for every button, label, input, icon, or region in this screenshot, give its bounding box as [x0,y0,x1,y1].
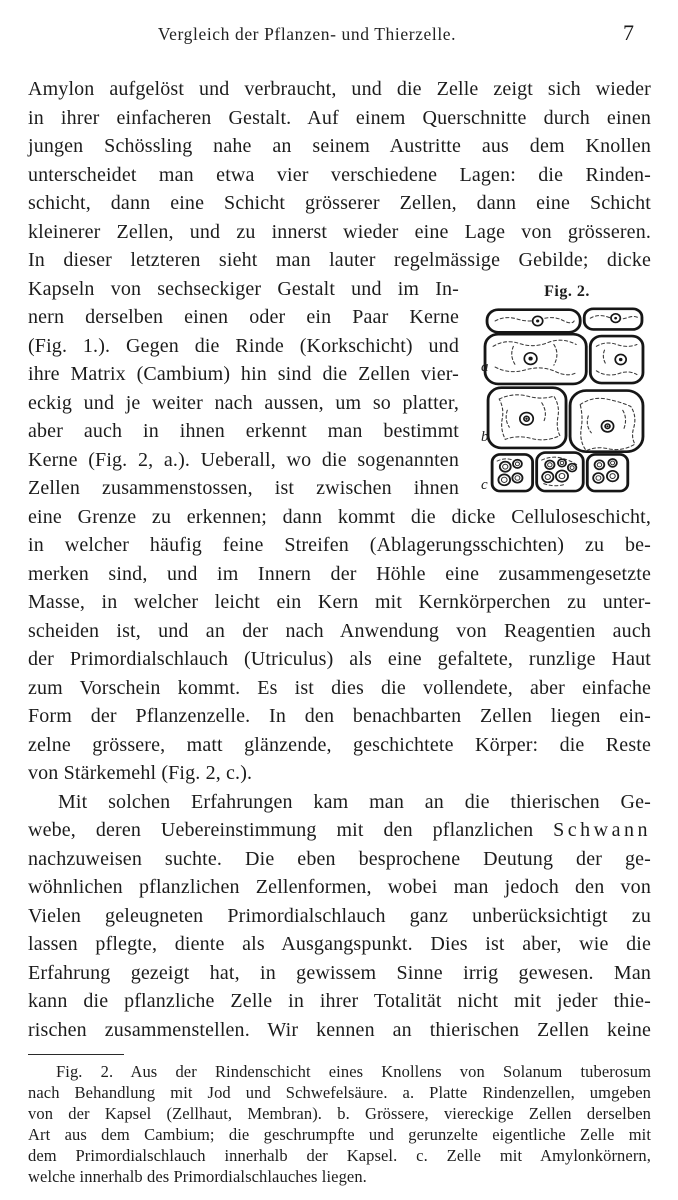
figure-fig2 [469,277,651,503]
page-number: 7 [623,20,634,45]
footnote-line: Art aus dem Cambium; die geschrumpfte und gerunzelte eigentliche Zelle mit [28,1125,651,1144]
text-line: Kerne (Fig. 2, a.). Ueberall, wo die sogenannten [28,448,459,471]
footnote-line: dem Primordialschlauch innerhalb der Kapsel. c. Zelle mit Amylonkörnern, [28,1146,651,1165]
text-line: Mit solchen Erfahrungen kam man an die thierischen Ge- [58,790,651,813]
text-line: kann die pflanzliche Zelle in ihrer Totalität nicht mit jeder thie- [28,990,651,1012]
text-line: scheiden ist, und an der nach Anwendung von Reagentien auch [28,619,651,642]
body-text [28,75,651,1044]
text-line: aber auch in ihnen erkennt man bestimmt [28,420,459,442]
text-line: kleinerer Zellen, und zu innerst wieder eine Lage von grösseren. [28,220,651,243]
cell-diagram-icon [483,305,645,493]
text-line: zum Vorschein kommt. Es ist dies die vollendete, aber einfache [28,676,651,699]
footnote-line: welche innerhalb des Primordialschlauches liegen. [28,1167,367,1186]
text-line: zelne grössere, matt glänzende, geschichtete Körper: die Reste [28,733,651,756]
text-line: unterscheidet man etwa vier verschiedene Lagen: die Rinden- [28,163,651,186]
text-line: Form der Pflanzenzelle. In den benachbarten Zellen liegen ein- [28,705,651,727]
text-line: der Primordialschlauch (Utriculus) als eine gefaltete, runzlige Haut [28,648,651,670]
text-line: wöhnlichen pflanzlichen Zellenformen, wobei man jedoch den von [28,876,651,898]
footnote-line: Fig. 2. Aus der Rindenschicht eines Knollens von Solanum tuberosum [56,1062,651,1081]
text-line: ihre Matrix (Cambium) hin sind die Zellen vier- [28,363,459,385]
text-segment: webe, deren Uebereinstimmung mit den pflanzlichen [28,819,554,841]
text-line: schicht, dann eine Schicht grösserer Zellen, dann eine Schicht [28,192,651,214]
text-line: Zellen zusammenstossen, ist zwischen ihnen [28,477,459,499]
text-line: merken sind, und im Innern der Höhle eine zusammengesetzte [28,562,651,585]
text-line: lassen pflegte, diente als Ausgangspunkt. Dies ist aber, wie die [28,933,651,955]
figure-artwork [483,305,651,502]
figure-label-c: c [481,476,488,493]
text-line: in welcher häufig feine Streifen (Ablagerungsschichten) zu be- [28,534,651,556]
text-line: Vielen geleugneten Primordialschlauch ganz unberücksichtigt zu [28,904,651,927]
running-head [0,0,678,75]
figure-caption: Fig. 2. [544,282,590,300]
figure-label-a: a [481,358,489,375]
footnote-divider [28,1054,124,1055]
text-line: eine Grenze zu erkennen; dann kommt die dicke Celluloseschicht, [28,505,651,528]
emphasized-name-schwann: Schwann [553,819,651,841]
text-line: nern derselben einen oder ein Paar Kerne [28,306,459,328]
text-line: In dieser letzteren sieht man lauter regelmässige Gebilde; dicke [28,249,651,271]
text-line: eckig und je weiter nach aussen, um so platter, [28,391,459,414]
text-line: rischen zusammenstellen. Wir kennen an thierischen Zellen keine [28,1018,651,1041]
text-line: von Stärkemehl (Fig. 2, c.). [28,762,253,784]
footnote-line: von der Kapsel (Zellhaut, Membran). b. Grössere, viereckige Zellen derselben [28,1104,651,1123]
text-line: jungen Schössling nahe an seinem Austritte aus dem Knollen [28,135,651,157]
text-line: Erfahrung gezeigt hat, in gewissem Sinne irrig gewesen. Man [28,961,651,984]
text-line: Amylon aufgelöst und verbraucht, und die Zelle zeigt sich wieder [28,78,651,100]
text-line: Kapseln von sechseckiger Gestalt und im In- [28,277,459,300]
text-line: in ihrer einfacheren Gestalt. Auf einem Querschnitte durch einen [28,106,651,129]
text-line: Masse, in welcher leicht ein Kern mit Kernkörperchen zu unter- [28,591,651,613]
text-line: (Fig. 1.). Gegen die Rinde (Korkschicht) und [28,334,459,357]
figure-label-b: b [481,428,489,445]
text-line: nachzuweisen suchte. Die eben besprochene Deutung der ge- [28,847,651,870]
footnote-line: nach Behandlung mit Jod und Schwefelsäure. a. Platte Rindenzellen, umgeben [28,1083,651,1102]
running-title: Vergleich der Pflanzen- und Thierzelle. [157,24,457,44]
footnote [28,1061,651,1187]
text-line [28,816,651,845]
